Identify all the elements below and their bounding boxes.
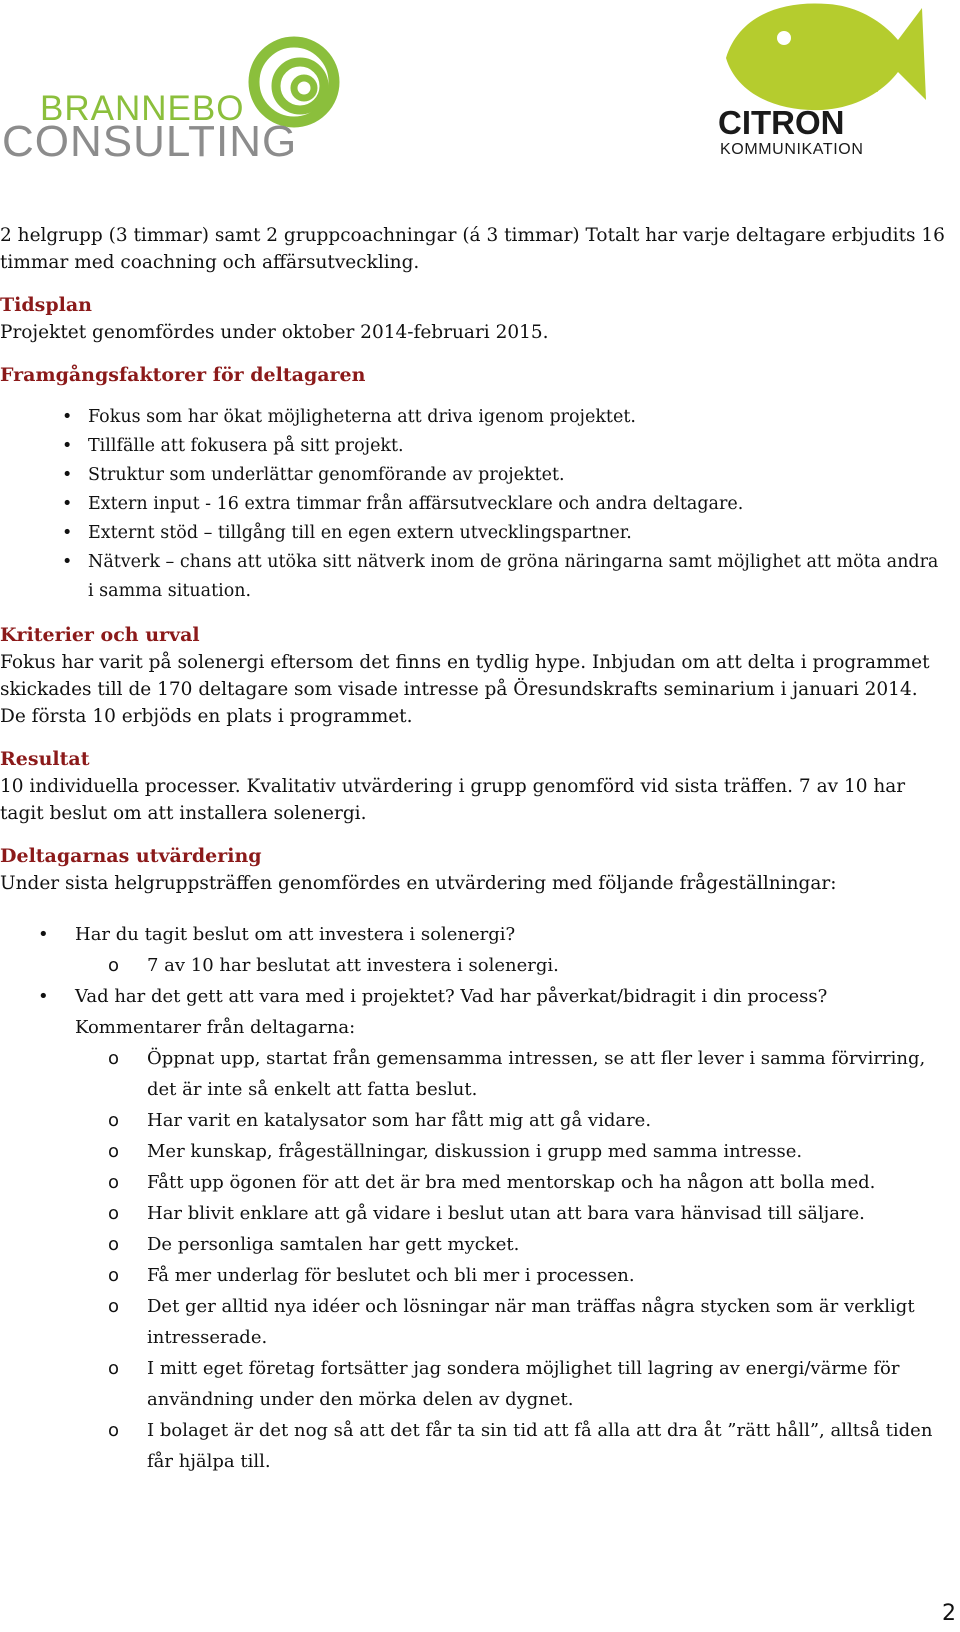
list-item: • Externt stöd – tillgång till en egen extern utvecklingspartner. xyxy=(0,519,945,548)
spiral-icon xyxy=(254,42,334,122)
page-number: 2 xyxy=(942,1601,956,1626)
answer-item: o I mitt eget företag fortsätter jag sondera möjlighet till lagring av energi/värme för användning under den mörka delen av dygnet. xyxy=(75,1353,945,1415)
brannebo-logo-line2: CONSULTING xyxy=(2,117,298,166)
resultat-heading: Resultat xyxy=(0,748,90,770)
answer-item: o De personliga samtalen har gett mycket. xyxy=(75,1229,945,1260)
answer-item: o I bolaget är det nog så att det får ta sin tid att få alla att dra åt ”rätt håll”, alltså tiden får hjälpa till. xyxy=(75,1415,945,1477)
answer-item: o Mer kunskap, frågeställningar, diskussion i grupp med samma intresse. xyxy=(75,1136,945,1167)
answer-item: o Öppnat upp, startat från gemensamma intressen, se att fler lever i samma förvirring, det är inte så enkelt att fatta beslut. xyxy=(75,1043,945,1105)
citron-logo-line1: CITRON xyxy=(718,104,845,141)
kriterier-heading: Kriterier och urval xyxy=(0,624,200,646)
question-note: Kommentarer från deltagarna: xyxy=(75,1017,356,1038)
list-item: • Nätverk – chans att utöka sitt nätverk inom de gröna näringarna samt möjlighet att möta andra i samma situation. xyxy=(0,548,945,606)
answer-item: o Det ger alltid nya idéer och lösningar när man träffas några stycken som är verkligt intresserade. xyxy=(75,1291,945,1353)
answer-item: o Få mer underlag för beslutet och bli mer i processen. xyxy=(75,1260,945,1291)
answer-list xyxy=(75,1043,945,1477)
list-item: • Struktur som underlättar genomförande av projektet. xyxy=(0,461,945,490)
utvardering-heading: Deltagarnas utvärdering xyxy=(0,845,262,867)
answer-item: o Fått upp ögonen för att det är bra med mentorskap och ha någon att bolla med. xyxy=(75,1167,945,1198)
list-item: • Tillfälle att fokusera på sitt projekt. xyxy=(0,432,945,461)
question-text: Har du tagit beslut om att investera i solenergi? xyxy=(75,924,516,945)
intro-paragraph: 2 helgrupp (3 timmar) samt 2 gruppcoachningar (á 3 timmar) Totalt har varje deltagare erbjudits 16 timmar med coachning och affärsutveckling. xyxy=(0,225,945,273)
answer-list xyxy=(75,950,945,981)
answer-item: o Har blivit enklare att gå vidare i beslut utan att bara vara hänvisad till säljare. xyxy=(75,1198,945,1229)
utvardering-intro: Under sista helgruppsträffen genomfördes en utvärdering med följande frågeställningar: xyxy=(0,873,837,894)
brannebo-consulting-logo xyxy=(0,28,360,178)
fish-eye-icon xyxy=(777,31,791,45)
resultat-text: 10 individuella processer. Kvalitativ utvärdering i grupp genomförd vid sista träffen. 7 av 10 har tagit beslut om att installera solenergi. xyxy=(0,776,906,824)
framgang-list xyxy=(0,403,945,606)
tidsplan-text: Projektet genomfördes under oktober 2014-februari 2015. xyxy=(0,322,549,343)
citron-kommunikation-logo xyxy=(718,0,928,165)
question-item xyxy=(0,981,945,1477)
list-item: • Extern input - 16 extra timmar från affärsutvecklare och andra deltagare. xyxy=(0,490,945,519)
answer-item: o Har varit en katalysator som har fått mig att gå vidare. xyxy=(75,1105,945,1136)
question-item xyxy=(0,919,945,981)
evaluation-questions xyxy=(0,919,945,1477)
fish-icon xyxy=(726,3,926,110)
question-text: Vad har det gett att vara med i projektet? Vad har påverkat/bidragit i din process? xyxy=(75,986,828,1007)
framgang-heading: Framgångsfaktorer för deltagaren xyxy=(0,364,366,386)
citron-logo-line2: KOMMUNIKATION xyxy=(720,141,864,158)
answer-item: o 7 av 10 har beslutat att investera i solenergi. xyxy=(75,950,945,981)
document-body xyxy=(0,222,945,1477)
list-item: • Fokus som har ökat möjligheterna att driva igenom projektet. xyxy=(0,403,945,432)
brannebo-logo-line1: BRANNEBO xyxy=(40,89,245,128)
tidsplan-heading: Tidsplan xyxy=(0,294,92,316)
kriterier-text: Fokus har varit på solenergi eftersom det finns en tydlig hype. Inbjudan om att delta i programmet skickades till de 170 deltagare som visade intresse på Öresundskrafts seminarium i januari 2014. De första 10 erbjöds en plats i programmet. xyxy=(0,652,930,727)
